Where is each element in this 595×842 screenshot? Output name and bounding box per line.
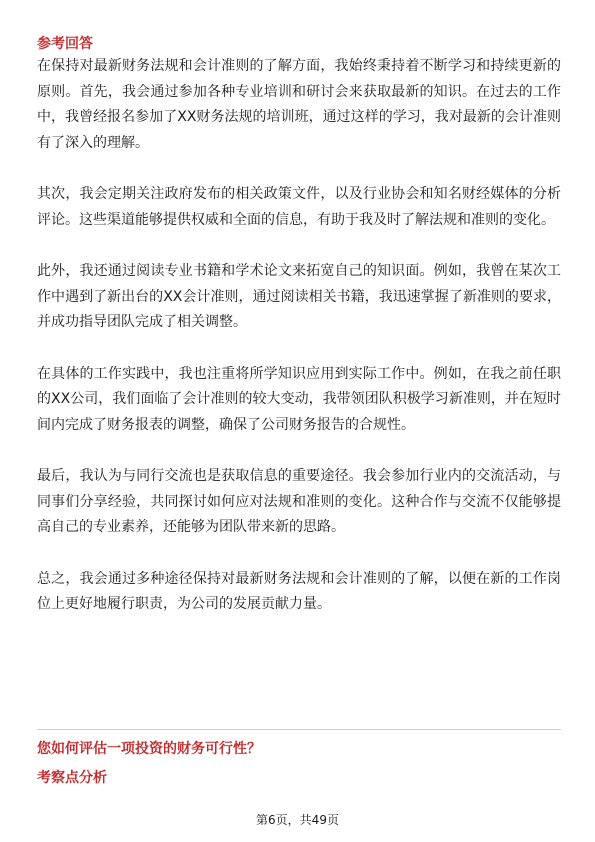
analysis-heading: 考察点分析 bbox=[37, 770, 107, 786]
next-question-heading: 您如何评估一项投资的财务可行性？ bbox=[37, 741, 261, 757]
paragraph-gap bbox=[37, 156, 561, 182]
section-divider bbox=[37, 729, 561, 730]
section-heading: 参考回答 bbox=[37, 36, 93, 52]
paragraph-1: 在保持对最新财务法规和会计准则的了解方面，我始终秉持着不断学习和持续更新的原则。首先，我会通过参加各种专业培训和研讨会来获取最新的知识。在过去的工作中，我曾经报名参加了XX财务法规的培训班，通过这样的学习，我对最新的会计准则有了深入的理解。 bbox=[37, 58, 561, 151]
paragraph-3: 此外，我还通过阅读专业书籍和学术论文来拓宽自己的知识面。例如，我曾在某次工作中遇到了新出台的XX会计准则，通过阅读相关书籍，我迅速掌握了新准则的要求，并成功指导团队完成了相关调整。 bbox=[37, 263, 561, 330]
paragraph-6: 总之，我会通过多种途径保持对最新财务法规和会计准则的了解，以便在新的工作岗位上更好地履行职责，为公司的发展贡献力量。 bbox=[37, 570, 561, 612]
paragraph-gap bbox=[37, 541, 561, 567]
paragraph-gap bbox=[37, 336, 561, 362]
paragraph-2: 其次，我会定期关注政府发布的相关政策文件，以及行业协会和知名财经媒体的分析评论。这些渠道能够提供权威和全面的信息，有助于我及时了解法规和准则的变化。 bbox=[37, 186, 561, 228]
paragraph-5: 最后，我认为与同行交流也是获取信息的重要途径。我会参加行业内的交流活动，与同事们分享经验，共同探讨如何应对法规和准则的变化。这种合作与交流不仅能够提高自己的专业素养，还能够为团队带来新的思路。 bbox=[37, 468, 561, 535]
paragraph-gap bbox=[37, 438, 561, 464]
page-number: 第6页，共49页 bbox=[256, 813, 339, 827]
answer-section bbox=[37, 34, 561, 618]
paragraph-4: 在具体的工作实践中，我也注重将所学知识应用到实际工作中。例如，在我之前任职的XX公司，我们面临了会计准则的较大变动，我带领团队积极学习新准则，并在短时间内完成了财务报表的调整，确保了公司财务报告的合规性。 bbox=[37, 365, 561, 433]
paragraph-gap bbox=[37, 233, 561, 259]
